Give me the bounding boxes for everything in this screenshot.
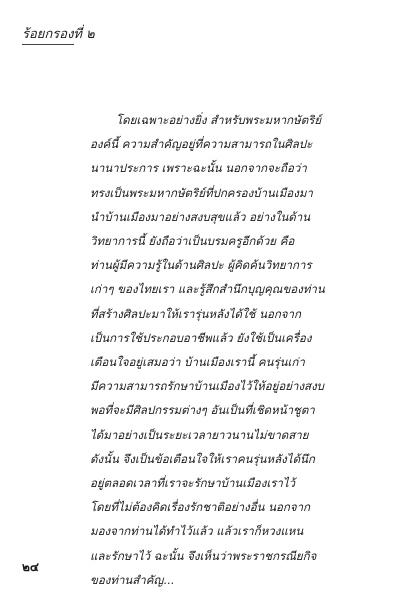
- running-header: ร้อยกรองที่ ๒: [22, 27, 95, 42]
- text-line: เก่าๆ ของไทยเรา และรู้สึกสำนึกบุญคุณของท่าน: [90, 282, 325, 297]
- text-line: ได้มาอย่างเป็นระยะเวลายาวนานไม่ขาดสาย: [90, 427, 309, 442]
- text-line: องค์นี้ ความสำคัญอยู่ที่ความสามารถในศิลปะ: [90, 137, 313, 152]
- text-line: ดังนั้น จึงเป็นข้อเตือนใจให้เราคนรุ่นหลังได้นึก: [90, 451, 315, 466]
- body-paragraph: [90, 108, 390, 592]
- text-line: ท่านผู้มีความรู้ในด้านศิลปะ ผู้คิดค้นวิทยาการ: [90, 258, 312, 273]
- text-line: นานาประการ เพราะฉะนั้น นอกจากจะถือว่า: [90, 161, 307, 176]
- text-line: เป็นการใช้ประกอบอาชีพแล้ว ยังใช้เป็นเครื่อง: [90, 330, 312, 345]
- text-line: มองจากท่านได้ทำไว้แล้ว แล้วเราก็หวงแหน: [90, 524, 304, 539]
- text-line: มีความสามารถรักษาบ้านเมืองไว้ให้อยู่อย่างสงบ: [90, 379, 324, 394]
- text-line: และรักษาไว้ ฉะนั้น จึงเห็นว่าพระราชกรณียกิจ: [90, 548, 317, 563]
- text-line: พอที่จะมีศิลปกรรมต่างๆ อันเป็นที่เชิดหน้าชูตา: [90, 403, 315, 418]
- text-line: ทรงเป็นพระมหากษัตริย์ที่ปกครองบ้านเมืองมา: [90, 185, 313, 200]
- text-line: โดยเฉพาะอย่างยิ่ง สำหรับพระมหากษัตริย์: [116, 113, 322, 127]
- text-line: นำบ้านเมืองมาอย่างสงบสุขแล้ว อย่างในด้าน: [90, 209, 311, 224]
- text-line: เตือนใจอยู่เสมอว่า บ้านเมืองเรานี้ คนรุ่นเก่า: [90, 355, 305, 370]
- text-line: วิทยาการนี้ ยังถือว่าเป็นบรมครูอีกด้วย คือ: [90, 234, 295, 249]
- text-line: โดยที่ไม่ต้องคิดเรื่องรักชาติอย่างอื่น นอกจาก: [90, 500, 311, 515]
- header-underline: [22, 44, 74, 45]
- text-line: ที่สร้างศิลปะมาให้เรารุ่นหลังได้ใช้ นอกจาก: [90, 306, 301, 321]
- text-line: อยู่ตลอดเวลาที่เราจะรักษาบ้านเมืองเราไว้: [90, 476, 296, 491]
- text-line: ของท่านสำคัญ...: [90, 572, 175, 587]
- page-number: ๒๔: [22, 560, 39, 574]
